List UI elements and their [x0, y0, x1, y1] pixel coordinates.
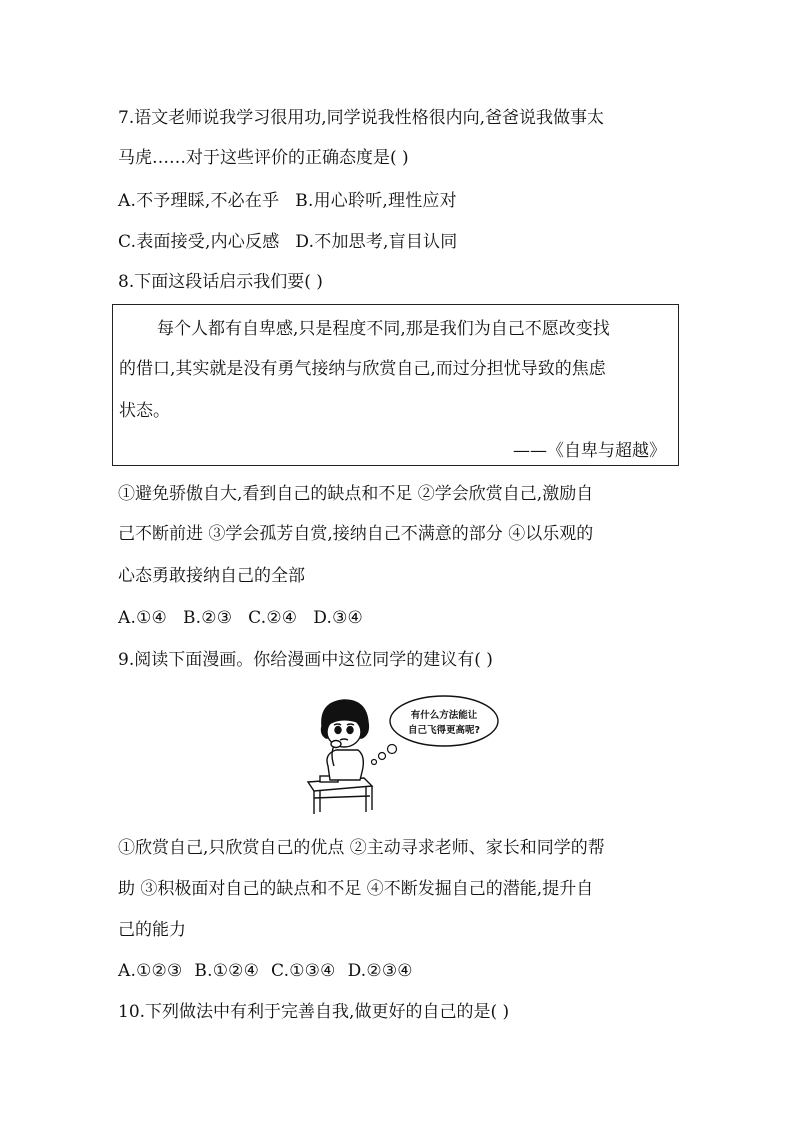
q7-stem-line-2: 马虎……对于这些评价的正确态度是( ) [118, 148, 409, 168]
quote-box [112, 304, 679, 466]
q7-option-b: B.用心聆听,理性应对 [295, 191, 457, 211]
student-figure [322, 700, 369, 780]
quote-source: ——《自卑与超越》 [513, 441, 666, 461]
bubble-text-line-2: 自己飞得更高呢? [407, 725, 481, 736]
q9-statements-line-1: ①欣赏自己,只欣赏自己的优点 ②主动寻求老师、家长和同学的帮 [118, 838, 605, 858]
q8-option-d: D.③④ [313, 608, 363, 628]
thought-dots [372, 745, 397, 765]
thought-bubble [390, 696, 498, 746]
q8-stem: 8.下面这段话启示我们要( ) [118, 272, 323, 292]
q9-options-row [118, 959, 413, 983]
q8-option-a: A.①④ [118, 608, 167, 628]
quote-line-3: 状态。 [119, 401, 170, 421]
q8-statements-line-3: 心态勇敢接纳自己的全部 [118, 566, 305, 586]
q8-option-c: C.②④ [248, 608, 298, 628]
quote-line-1: 每个人都有自卑感,只是程度不同,那是我们为自己不愿改变找 [157, 319, 610, 339]
q9-option-b: B.①②④ [194, 961, 260, 981]
bubble-text-line-1: 有什么方法能让 [410, 710, 478, 721]
q8-statements-line-2: 己不断前进 ③学会孤芳自赏,接纳自己不满意的部分 ④以乐观的 [118, 524, 594, 544]
q7-options-row-1 [118, 189, 457, 213]
q7-option-c: C.表面接受,内心反感 [118, 232, 280, 252]
comic-illustration [300, 694, 500, 816]
q10-stem: 10.下列做法中有利于完善自我,做更好的自己的是( ) [118, 1002, 510, 1022]
q9-stem: 9.阅读下面漫画。你给漫画中这位同学的建议有( ) [118, 650, 493, 670]
q8-option-b: B.②③ [182, 608, 233, 628]
desk [308, 776, 372, 814]
q9-option-c: C.①③④ [271, 961, 336, 981]
q7-option-a: A.不予理睬,不必在乎 [118, 191, 280, 211]
q8-options-row [118, 606, 363, 630]
q9-statements-line-2: 助 ③积极面对自己的缺点和不足 ④不断发掘自己的潜能,提升自 [118, 879, 594, 899]
q7-options-row-2 [118, 230, 457, 254]
q9-statements-line-3: 己的能力 [118, 920, 186, 940]
q9-option-d: D.②③④ [347, 961, 413, 981]
quote-line-2: 的借口,其实就是没有勇气接纳与欣赏自己,而过分担忧导致的焦虑 [119, 359, 606, 379]
q8-statements-line-1: ①避免骄傲自大,看到自己的缺点和不足 ②学会欣赏自己,激励自 [118, 484, 594, 504]
q7-option-d: D.不加思考,盲目认同 [295, 232, 458, 252]
q9-option-a: A.①②③ [118, 961, 183, 981]
q7-stem-line-1: 7.语文老师说我学习很用功,同学说我性格很内向,爸爸说我做事太 [118, 108, 605, 128]
